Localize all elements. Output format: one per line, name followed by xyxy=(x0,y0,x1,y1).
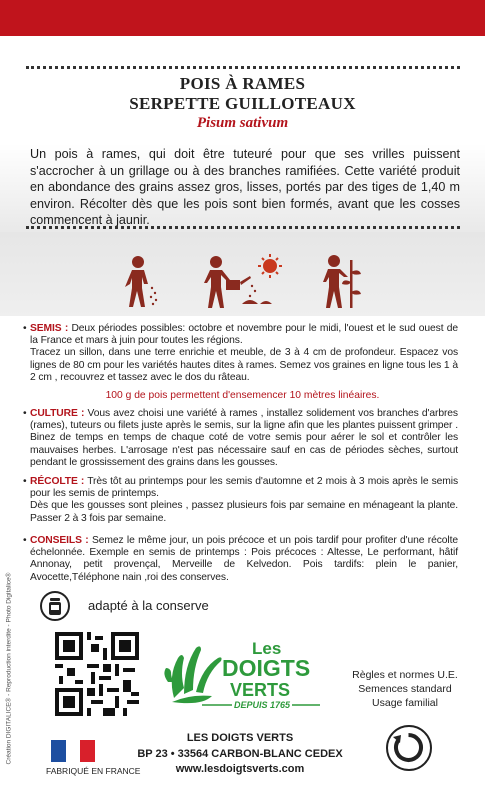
logo-les: Les xyxy=(252,639,282,658)
section-text: Très tôt au printemps pour les semis d'automne et 2 mois à 3 mois après le semis pour les semis de printemps. xyxy=(30,476,458,500)
conserve-badge xyxy=(40,591,300,623)
section-text: Semez le même jour, un pois précoce et un pois tardif pour profiter d'une récolte échelonnée. Exemple en semis de printemps : Pois précoces : Altesse, Le performant, hâtif Annonay, petit provençal, Merveille de Kelvedon. Pois tardifs: plein le panier, Avocette,Téléphone nain ,roi des conserves. xyxy=(30,535,458,583)
rules-line-1: Règles et normes U.E. xyxy=(352,669,458,681)
staking-icon xyxy=(320,252,375,312)
product-variety: SERPETTE GUILLOTEAUX xyxy=(129,94,356,113)
bullet: • xyxy=(23,323,27,334)
section-text-2: Dès que les gousses sont pleines , passez plusieurs fois par semaine en ménageant la plante. Passer 2 à 3 fois par semaine. xyxy=(30,500,458,524)
rules-line-2: Semences standard xyxy=(358,683,452,695)
bullet: • xyxy=(23,535,27,546)
watering-sun-icon xyxy=(202,252,292,312)
section-head: SEMIS : xyxy=(30,323,69,334)
divider-bottom xyxy=(26,226,460,229)
brand-logo xyxy=(160,632,330,710)
logo-tagline: DEPUIS 1765 xyxy=(233,700,291,710)
section-head: CULTURE : xyxy=(30,408,85,419)
pictograms xyxy=(120,252,380,312)
logo-verts: VERTS xyxy=(230,680,291,700)
bullet: • xyxy=(23,476,27,487)
regulation-note xyxy=(345,668,465,710)
recycle-icon xyxy=(386,725,432,771)
sowing-icon xyxy=(120,252,170,312)
section-text: Vous avez choisi une variété à rames , installez solidement vos branches d'arbres (rames), tuteurs ou filets juste après le semis, sur la ligne afin que les plantes puissent grimper . Binez de temps en temps de chaque coté de votre semis pour aérer le sol et contrôler les mauvaises herbes. L'arrosage n'est pas nécessaire sauf en cas de périodes sèches, surtout pendant le grossissement des grains dans les gousses. xyxy=(30,408,458,468)
company-name: LES DOIGTS VERTS xyxy=(186,732,294,744)
bullet: • xyxy=(23,408,27,419)
top-band xyxy=(0,0,485,36)
divider-top xyxy=(26,66,460,69)
intro-text: Un pois à rames, qui doit être tuteuré pour que ses vrilles puissent s'accrocher à un grillage ou à des branches ramifiées. Cette variété produit en abondance des grains assez gros, lisses, portés par des tiges de 1,40 m environ. Récolter dès que les pois sont bien formés, avant que les cosses commencent à jaunir. xyxy=(30,147,460,227)
latin-name: Pisum sativum xyxy=(196,115,289,131)
logo-doigts: DOIGTS xyxy=(222,655,311,681)
product-title: POIS À RAMES xyxy=(179,74,306,93)
credit-vertical xyxy=(2,560,12,780)
section-semis xyxy=(23,323,458,384)
french-flag-icon xyxy=(51,740,95,762)
conserve-label: adapté à la conserve xyxy=(88,598,209,613)
section-culture xyxy=(23,408,458,469)
section-text: Deux périodes possibles: octobre et novembre pour le midi, l'ouest et le sud ouest de la France et mars à juin pour toutes les régions. xyxy=(30,323,458,347)
section-recolte xyxy=(23,476,458,525)
company-address xyxy=(120,731,360,778)
qr-code[interactable] xyxy=(55,632,139,716)
section-head: RÉCOLTE : xyxy=(30,476,85,487)
section-head: CONSEILS : xyxy=(30,535,89,546)
seed-quantity-note: 100 g de pois permettent d'ensemencer 10 mètres linéaires. xyxy=(105,390,380,401)
section-conseils xyxy=(23,535,458,584)
postal-address: BP 23 • 33564 CARBON-BLANC CEDEX xyxy=(137,747,343,760)
made-in-france: FABRIQUÉ EN FRANCE xyxy=(46,766,141,776)
rules-line-3: Usage familial xyxy=(372,697,438,709)
section-text-2: Tracez un sillon, dans une terre enrichie et meuble, de 3 à 4 cm de profondeur. Espacez vos lignes de 80 cm pour les variétés hautes dites à rames. Semez vos graines en ligne tous les 1 à 2 cm , recouvrez et tassez avec le dos du râteau. xyxy=(30,347,458,383)
jar-icon xyxy=(40,591,70,621)
credit-text: Création DIGITALICE® - Reproduction interdite - Photo Digitalice® xyxy=(5,572,13,765)
website-link[interactable]: www.lesdoigtsverts.com xyxy=(175,763,305,775)
